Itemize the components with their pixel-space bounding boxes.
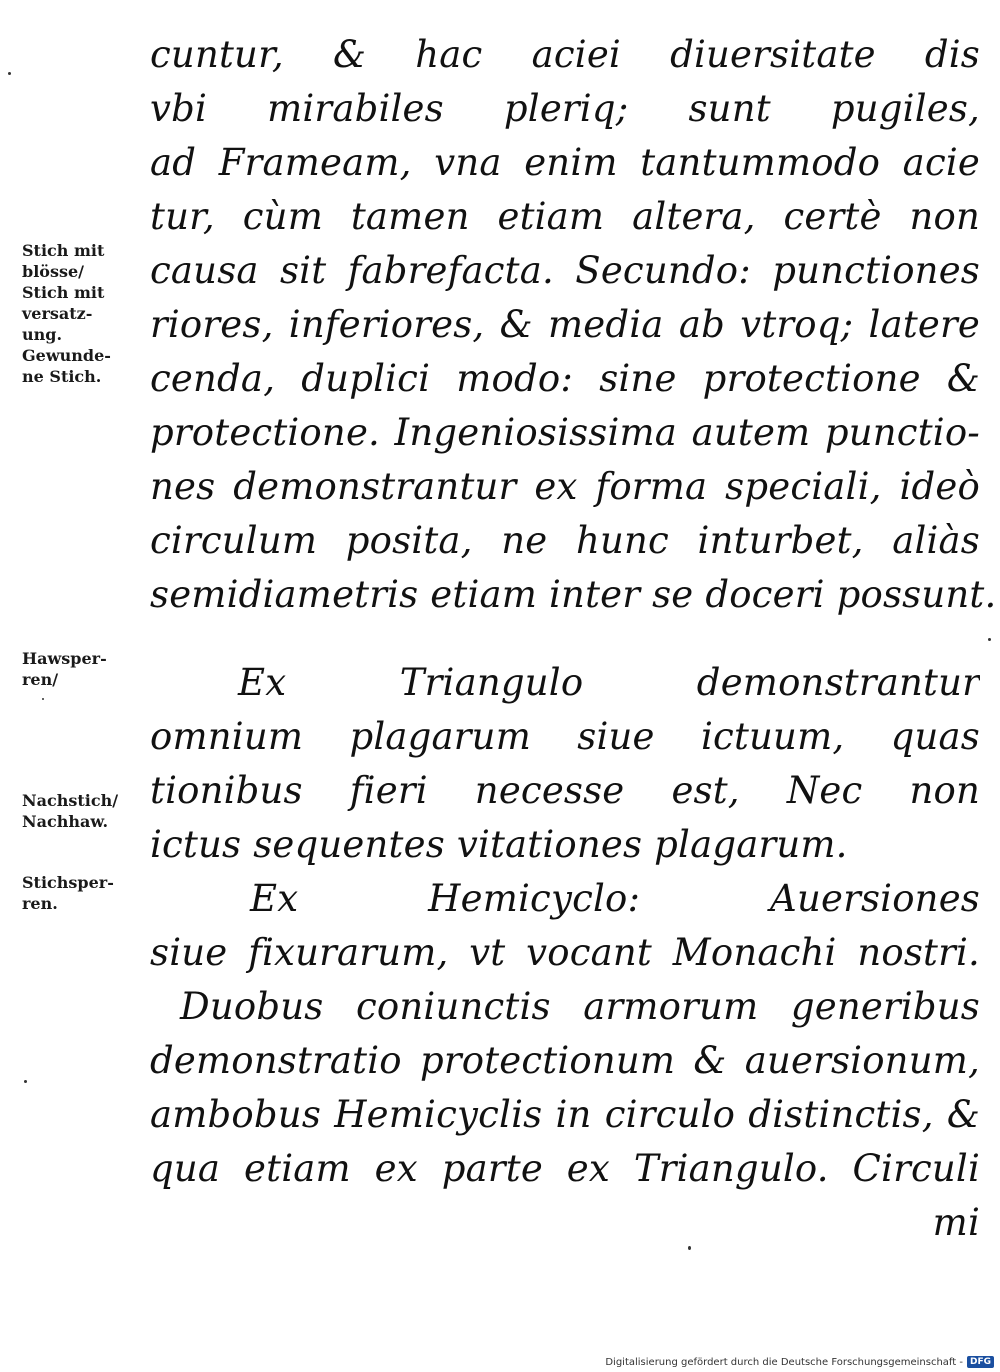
dfg-logo: DFG [967, 1356, 994, 1368]
margin-note-line: Stichsper- [22, 873, 114, 892]
margin-note-line: versatz- [22, 304, 93, 323]
main-text-block [150, 28, 997, 1250]
margin-note-line: Nachstich/ [22, 791, 119, 810]
margin-note-stich [22, 240, 144, 387]
ink-speck [24, 1080, 27, 1083]
text-line: siue fixurarum, vt vocant Monachi nostri. [150, 931, 980, 974]
text-line: ad Frameam, vna enim tantummodo acie [150, 141, 980, 184]
text-line: causa sit fabrefacta. Secundo: punctiones [150, 249, 980, 292]
text-line: demonstratio protectionum & auersionum, [150, 1039, 980, 1082]
text-line: circulum posita, ne hunc inturbet, aliàs [150, 519, 980, 562]
text-line: qua etiam ex parte ex Triangulo. Circuli [150, 1147, 980, 1190]
footer-text: Digitalisierung gefördert durch die Deutsche Forschungsgemeinschaft - [605, 1356, 963, 1368]
margin-note-line: Stich mit [22, 241, 105, 260]
text-line: vbi mirabiles pleriq; sunt pugiles, [150, 87, 980, 130]
text-line: omnium plagarum siue ictuum, quas [150, 715, 980, 758]
text-line: nes demonstrantur ex forma speciali, ideò [150, 465, 980, 508]
text-line: protectione. Ingeniosissima autem punctio- [150, 411, 980, 454]
margin-note-line: ren. [22, 894, 58, 913]
text-line: riores, inferiores, & media ab vtroq; latere [150, 303, 980, 346]
margin-note-line: Gewunde- [22, 346, 111, 365]
ink-speck [42, 698, 44, 700]
text-line: Ex Triangulo demonstrantur [238, 661, 980, 704]
text-line: tur, cùm tamen etiam altera, certè non [150, 195, 980, 238]
margin-note-stichsperren [22, 872, 144, 914]
margin-note-line: blösse/ [22, 262, 84, 281]
text-line: cuntur, & hac aciei diuersitate dis [150, 33, 980, 76]
margin-note-line: ren/ [22, 670, 59, 689]
ink-speck [8, 72, 11, 75]
margin-note-line: Stich mit [22, 283, 105, 302]
digitization-footer [605, 1356, 994, 1368]
ink-speck [688, 1246, 691, 1250]
text-line: tionibus fieri necesse est, Nec non [150, 769, 980, 812]
margin-note-line: Nachhaw. [22, 812, 109, 831]
margin-note-line: ung. [22, 325, 63, 344]
text-line: semidiametris etiam inter se doceri possunt. [150, 573, 997, 616]
paragraph-gap [150, 622, 980, 656]
margin-note-hawsperren [22, 648, 144, 690]
margin-note-line: ne Stich. [22, 367, 102, 386]
text-line: ictus sequentes vitationes plagarum. [150, 823, 848, 866]
text-line: Ex Hemicyclo: Auersiones [250, 877, 980, 920]
ink-speck [988, 638, 991, 641]
text-line: Duobus coniunctis armorum generibus [180, 985, 980, 1028]
text-line: cenda, duplici modo: sine protectione & [150, 357, 980, 400]
catchword: mi [932, 1201, 980, 1244]
margin-note-line: Hawsper- [22, 649, 107, 668]
margin-note-nachstich [22, 790, 144, 832]
text-line: ambobus Hemicyclis in circulo distinctis, & [150, 1093, 980, 1136]
